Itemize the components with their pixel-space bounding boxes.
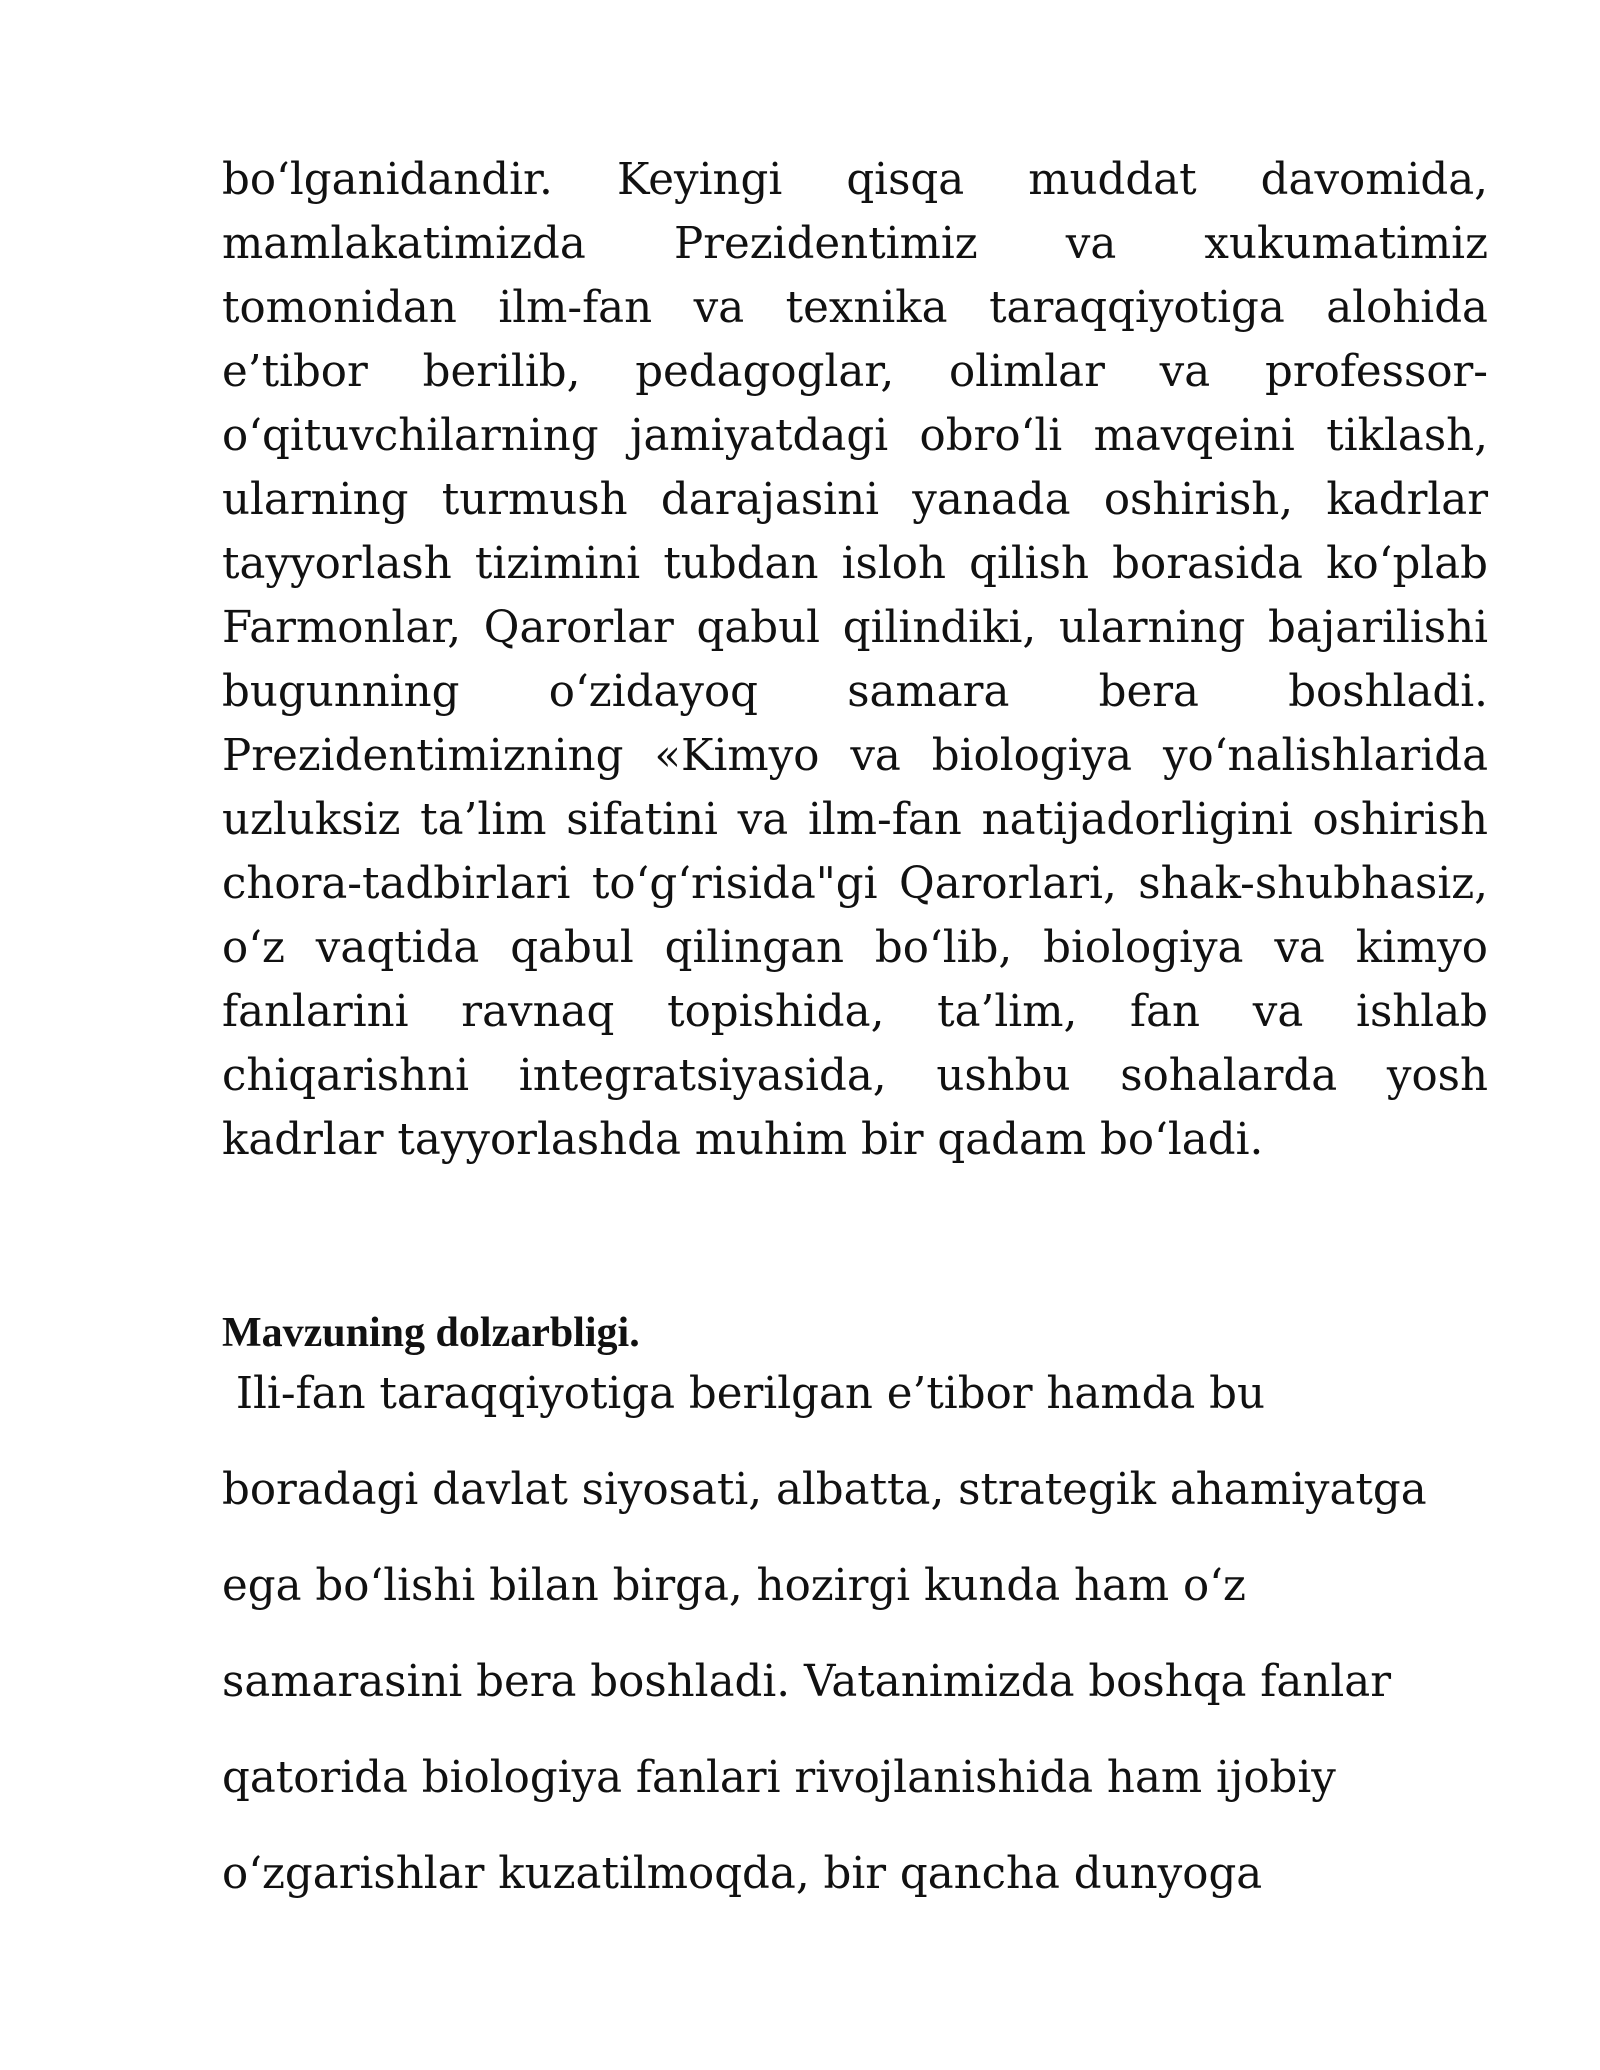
text-line: fanlarini ravnaq topishida, ta’lim, fan va ishlab: [222, 987, 1488, 1037]
text-line: o‘z vaqtida qabul qilingan bo‘lib, biologiya va kimyo: [222, 923, 1488, 973]
text-line: chora-tadbirlari to‘g‘risida"gi Qarorlari, shak-shubhasiz,: [222, 859, 1488, 909]
text-line: Ili-fan taraqqiyotiga berilgan e’tibor hamda bu: [222, 1369, 1266, 1419]
section-heading: Mavzuning dolzarbligi.: [222, 1310, 640, 1356]
text-line: ega bo‘lishi bilan birga, hozirgi kunda ham o‘z: [222, 1561, 1246, 1611]
text-line: tomonidan ilm-fan va texnika taraqqiyotiga alohida: [222, 283, 1488, 333]
text-line: Prezidentimizning «Kimyo va biologiya yo‘nalishlarida: [222, 731, 1488, 781]
text-line: e’tibor berilib, pedagoglar, olimlar va professor-: [222, 347, 1488, 397]
text-line: ularning turmush darajasini yanada oshirish, kadrlar: [222, 475, 1488, 525]
text-line: mamlakatimizda Prezidentimiz va xukumatimiz: [222, 219, 1488, 269]
paragraph-intro: [222, 148, 1488, 1172]
document-page: [222, 148, 1488, 1922]
text-line: bo‘lganidandir. Keyingi qisqa muddat davomida,: [222, 155, 1488, 205]
text-line: kadrlar tayyorlashda muhim bir qadam bo‘ladi.: [222, 1115, 1264, 1165]
text-line: o‘qituvchilarning jamiyatdagi obro‘li mavqeini tiklash,: [222, 411, 1488, 461]
text-line: bugunning o‘zidayoq samara bera boshladi.: [222, 667, 1488, 717]
text-line: o‘zgarishlar kuzatilmoqda, bir qancha dunyoga: [222, 1849, 1263, 1899]
text-line: qatorida biologiya fanlari rivojlanishida ham ijobiy: [222, 1753, 1336, 1803]
text-line: tayyorlash tizimini tubdan isloh qilish borasida ko‘plab: [222, 539, 1488, 589]
text-line: boradagi davlat siyosati, albatta, strategik ahamiyatga: [222, 1465, 1427, 1515]
text-line: chiqarishni integratsiyasida, ushbu sohalarda yosh: [222, 1051, 1488, 1101]
text-line: samarasini bera boshladi. Vatanimizda boshqa fanlar: [222, 1657, 1391, 1707]
text-line: uzluksiz ta’lim sifatini va ilm-fan natijadorligini oshirish: [222, 795, 1488, 845]
paragraph-relevance: [222, 1346, 1488, 1922]
text-line: Farmonlar, Qarorlar qabul qilindiki, ularning bajarilishi: [222, 603, 1488, 653]
